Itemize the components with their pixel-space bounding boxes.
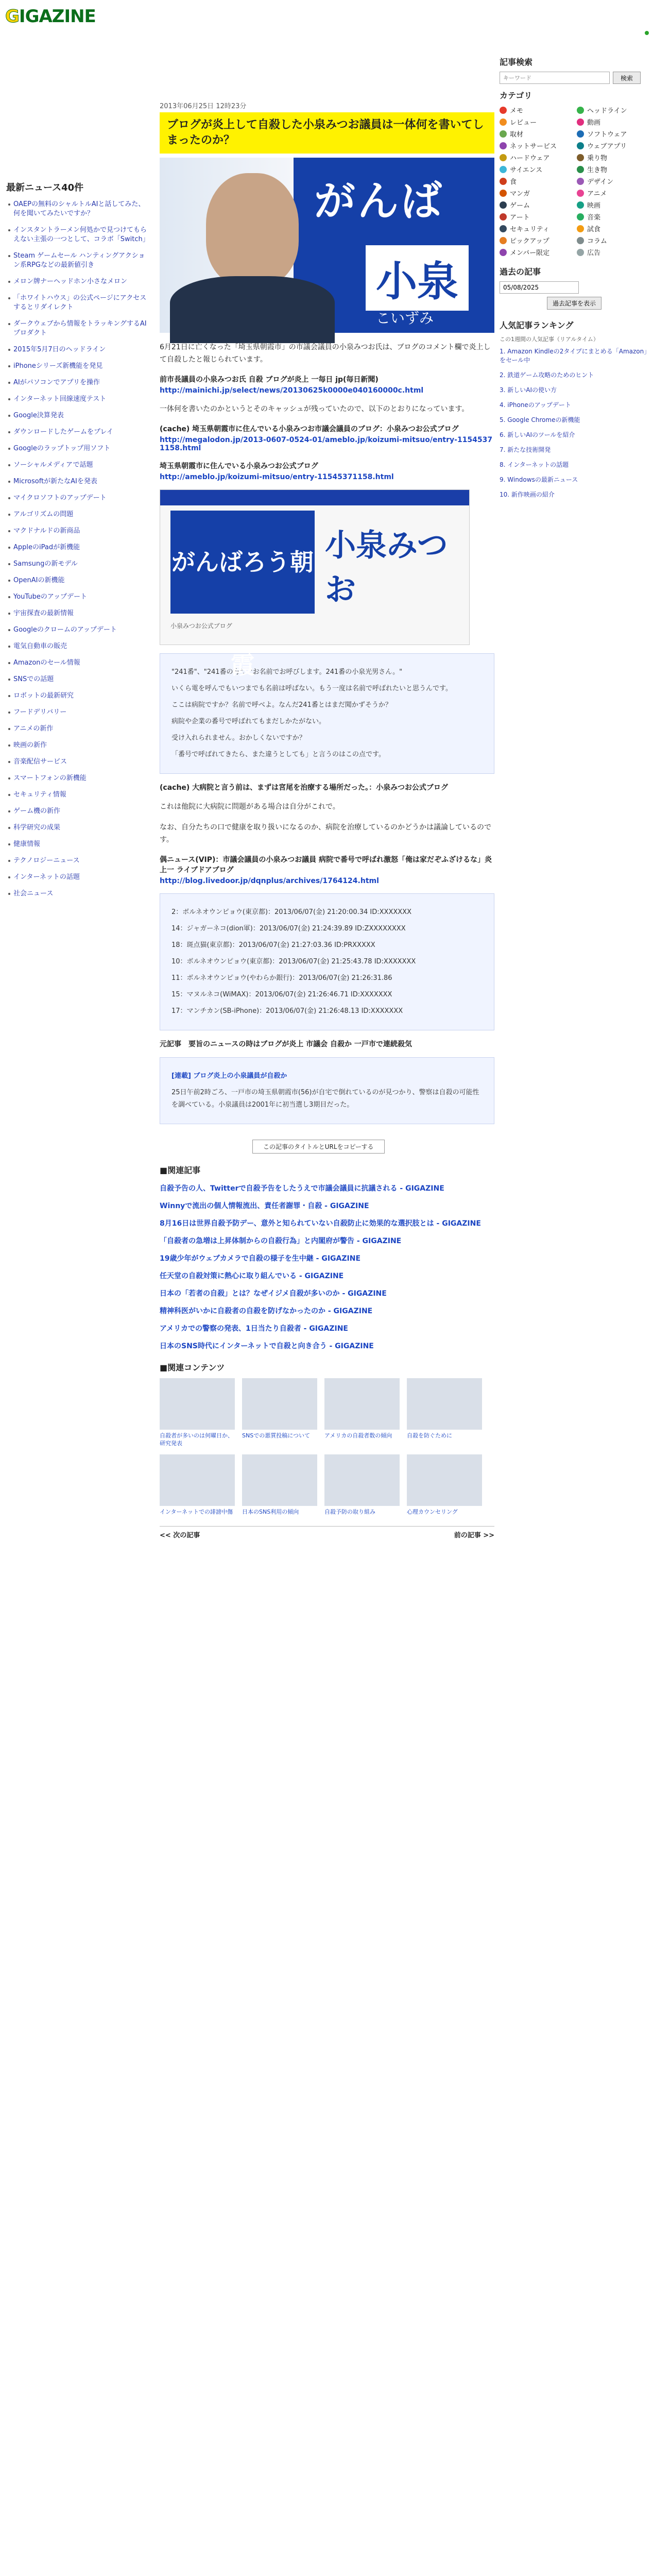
archive-title: 過去の記事: [500, 267, 541, 277]
category-label: ウェブアプリ: [587, 143, 627, 150]
category-item[interactable]: [500, 105, 572, 115]
category-icon: [577, 201, 584, 209]
category-icon: [577, 154, 584, 161]
hero-poster-sub: こいずみ: [376, 310, 434, 327]
related-link[interactable]: 日本の「若者の自殺」とは？なぜイジメ自殺が多いのか - GIGAZINE: [160, 1290, 387, 1298]
right-sidebar: [500, 52, 649, 2576]
logo-text: IGAZINE: [19, 6, 96, 27]
ranking-item[interactable]: 6. 新しいAIのツールを紹介: [500, 431, 575, 438]
category-icon: [500, 118, 507, 126]
category-label: サイエンス: [510, 166, 543, 174]
latest-news-title: 最新ニュース40件: [6, 182, 84, 193]
prev-link[interactable]: << 次の記事: [160, 1532, 200, 1539]
cache-link[interactable]: (cache) 大病院と言う前は、まずは宮尾を治療する場所だった。：小泉みつお公式ブログ: [160, 784, 448, 792]
ranking-list: [500, 347, 649, 499]
related-thumb-image: [324, 1454, 400, 1506]
ranking-item[interactable]: 5. Google Chromeの新機能: [500, 416, 580, 423]
category-icon: [500, 201, 507, 209]
link-url[interactable]: http://mainichi.jp/select/news/20130625k0000e040160000c.html: [160, 386, 424, 395]
ranking-note: この1週間の人気記事（リアルタイム）: [500, 336, 599, 343]
related-thumb[interactable]: [407, 1378, 482, 1447]
latest-news-item[interactable]: YouTubeのアップデート: [8, 592, 149, 602]
ranking-item[interactable]: 1. Amazon Kindleの2タイプにまとめる「Amazon」をセール中: [500, 348, 647, 364]
category-label: 映画: [587, 202, 601, 210]
related-thumb-image: [242, 1454, 317, 1506]
latest-news-item[interactable]: アニメの新作: [8, 724, 149, 734]
category-label: コラム: [587, 238, 607, 245]
latest-news-item[interactable]: ゲーム機の新作: [8, 807, 149, 816]
latest-news-item[interactable]: AppleのiPadが新機能: [8, 543, 149, 552]
category-icon: [500, 142, 507, 149]
after-quote: これは他院に大病院に問題がある場合は自分がこれで。: [160, 803, 340, 811]
related-thumb-image: [407, 1378, 482, 1430]
scroll-indicator-icon: [645, 31, 649, 35]
site-header: [0, 0, 653, 41]
latest-news-item[interactable]: 音楽配信サービス: [8, 757, 149, 767]
latest-news-item[interactable]: 2015年5月7日のヘッドライン: [8, 345, 149, 354]
latest-news-item[interactable]: OAEPの無料のシャルトルAIと話してみた、何を聞いてみたいですか？: [8, 200, 149, 218]
category-icon: [577, 130, 584, 138]
related-thumb-caption[interactable]: 自殺者が多いのは何曜日か、研究発表: [160, 1432, 233, 1447]
category-item[interactable]: [500, 176, 572, 186]
category-label: ネットサービス: [510, 143, 557, 150]
category-item[interactable]: [577, 164, 649, 174]
category-label: ピックアップ: [510, 238, 549, 245]
category-label: 生き物: [587, 166, 608, 174]
link-head: 前市長議員の小泉みつお氏 自殺 ブログが炎上 一毎日 jp(毎日新聞): [160, 376, 379, 384]
category-label: 音楽: [587, 214, 601, 222]
latest-news-item[interactable]: ロボットの最新研究: [8, 691, 149, 701]
category-item[interactable]: [577, 247, 649, 257]
quote-line: ここは病院ですか？名前で呼べよ。なんだ241番とはまだ聞かずそうか？: [171, 701, 392, 709]
category-item[interactable]: [500, 235, 572, 245]
category-item[interactable]: [500, 152, 572, 162]
category-label: アニメ: [587, 190, 607, 198]
article: [160, 100, 494, 2576]
link-url[interactable]: http://megalodon.jp/2013-0607-0524-01/ameblo.jp/koizumi-mitsuo/entry-11545371158.html: [160, 436, 493, 452]
category-item[interactable]: [500, 212, 572, 222]
latest-news-item[interactable]: インターネットの話題: [8, 873, 149, 882]
category-item[interactable]: [500, 117, 572, 127]
related-thumb[interactable]: [242, 1378, 317, 1447]
ranking-title: 人気記事ランキング: [500, 320, 574, 330]
category-item[interactable]: [577, 188, 649, 198]
category-item[interactable]: [577, 224, 649, 233]
category-label: 広告: [587, 249, 601, 257]
category-label: メモ: [510, 107, 524, 115]
category-item[interactable]: [500, 129, 572, 139]
comment-line: 17：マンチカン(SB-iPhone)：2013/06/07(金) 21:26:48.13 ID:XXXXXXX: [171, 1007, 403, 1015]
hero-poster-text: がんば: [314, 177, 444, 225]
comment-line: 2：ボルネオウンピョウ(東京都)：2013/06/07(金) 21:20:00.34 ID:XXXXXXX: [171, 908, 411, 916]
latest-news-item[interactable]: スマートフォンの新機能: [8, 774, 149, 783]
category-label: メンバー限定: [510, 249, 550, 257]
related-thumb-image: [407, 1454, 482, 1506]
category-item[interactable]: [577, 129, 649, 139]
latest-news-item[interactable]: アルゴリズムの問題: [8, 510, 149, 519]
category-label: セキュリティ: [510, 226, 549, 233]
latest-news-item[interactable]: マクドナルドの新商品: [8, 527, 149, 536]
screenshot-poster: がんばろう朝霞: [170, 511, 315, 614]
related-thumb[interactable]: [324, 1454, 400, 1516]
archive-button[interactable]: 過去記事を表示: [547, 297, 602, 310]
related-link[interactable]: 日本のSNS時代にインターネットで自殺と向き合う - GIGAZINE: [160, 1342, 374, 1350]
hero-face: [206, 173, 299, 286]
category-item[interactable]: [577, 212, 649, 222]
comment-line: 11：ボルネオウンピョウ(やわらか銀行)：2013/06/07(金) 21:26:31.86: [171, 974, 392, 982]
category-label: 動画: [587, 119, 601, 127]
category-label: デザイン: [587, 178, 614, 186]
latest-news-item[interactable]: Google決算発表: [8, 411, 149, 420]
latest-news-item[interactable]: 社会ニュース: [8, 889, 149, 899]
latest-news-item[interactable]: テクノロジーニュース: [8, 856, 149, 866]
related-thumb-caption[interactable]: 心理カウンセリング: [407, 1509, 458, 1515]
related-link[interactable]: 自殺予告の人、Twitterで自殺予告をしたうえで市議会議員に抗議される - GIGAZINE: [160, 1184, 444, 1193]
category-icon: [577, 249, 584, 256]
category-icon: [500, 166, 507, 173]
latest-news-list: [0, 200, 154, 899]
news-url[interactable]: http://blog.livedoor.jp/dqnplus/archives/1764124.html: [160, 877, 379, 885]
thumbs-title: ■関連コンテンツ: [160, 1363, 225, 1372]
after-quote: なお、自分たちの口で健康を取り扱いになるのか、病院を治療しているのかどうかは議論しているのです。: [160, 823, 491, 844]
summary-body: 25日午前2時ごろ、一戸市の埼玉県朝霞市(56)が自宅で倒れているのが見つかり、警察は自殺の可能性を調べている。小泉議員は2001年に初当選し3期目だった。: [171, 1089, 479, 1109]
latest-news-item[interactable]: OpenAIの新機能: [8, 576, 149, 585]
category-item[interactable]: [500, 141, 572, 150]
category-icon: [500, 107, 507, 114]
quote-line: いくら電を呼んでもいつまでも名前は呼ばない。もう一度は名前で呼ばれたいと思うんです。: [171, 685, 452, 692]
search-title: 記事検索: [500, 57, 533, 67]
screenshot-bar: [160, 490, 469, 505]
share-copy-button[interactable]: この記事のタイトルとURLをコピーする: [252, 1140, 385, 1154]
latest-news-item[interactable]: 科学研究の成果: [8, 823, 149, 833]
hero-suit: [170, 276, 335, 343]
category-item[interactable]: [500, 247, 572, 257]
category-item[interactable]: [577, 176, 649, 186]
ranking-item[interactable]: 10. 新作映画の紹介: [500, 491, 555, 498]
site-logo[interactable]: GIGAZINE: [5, 6, 96, 27]
article-date: 2013年06月25日 12時23分: [160, 103, 247, 110]
ranking-item[interactable]: 7. 新たな技術開発: [500, 446, 551, 453]
category-icon: [500, 190, 507, 197]
category-title: カテゴリ: [500, 91, 532, 100]
category-icon: [577, 166, 584, 173]
quote-line: 「番号で呼ばれてきたら、また違うとしても」と言うのはこの点です。: [171, 751, 385, 758]
category-item[interactable]: [500, 200, 572, 210]
related-link[interactable]: Winnyで流出の個人情報流出、責任者謝罪・自殺 - GIGAZINE: [160, 1202, 369, 1210]
latest-news-item[interactable]: Amazonのセール情報: [8, 658, 149, 668]
ranking-item[interactable]: 8. インターネットの話題: [500, 461, 569, 468]
related-thumb-caption[interactable]: アメリカの自殺者数の傾向: [324, 1432, 392, 1439]
article-title: ブログが炎上して自殺した小泉みつお議員は一体何を書いてしまったのか？: [160, 112, 494, 154]
related-link[interactable]: アメリカでの警察の発表、1日当たり自殺者 - GIGAZINE: [160, 1325, 348, 1333]
category-icon: [577, 178, 584, 185]
category-label: マンガ: [510, 190, 530, 198]
category-item[interactable]: [577, 152, 649, 162]
article-paragraph: 一体何を書いたのかというとそのキャッシュが残っていたので、以下のとおりになっています。: [160, 405, 469, 413]
related-thumb-caption[interactable]: 自殺予防の取り組み: [324, 1509, 375, 1515]
category-label: ハードウェア: [510, 155, 550, 162]
category-label: ヘッドライン: [587, 107, 627, 115]
latest-news-item[interactable]: メロン牌ナーヘッドホン小さなメロン: [8, 277, 149, 286]
category-icon: [577, 142, 584, 149]
archive-date-input[interactable]: [500, 281, 579, 294]
category-icon: [500, 178, 507, 185]
blog-quote: [160, 653, 494, 774]
category-icon: [577, 118, 584, 126]
category-icon: [500, 225, 507, 232]
latest-news-item[interactable]: 「ホワイトハウス」の公式ページにアクセスするとリダイレクト: [8, 294, 149, 312]
latest-news-item[interactable]: Microsoftが新たなAIを発表: [8, 477, 149, 486]
latest-news-item[interactable]: AIがパソコンでアプリを操作: [8, 378, 149, 387]
related-list: [160, 1183, 494, 1351]
related-link[interactable]: 19歳少年がウェブカメラで自殺の様子を生中継 - GIGAZINE: [160, 1255, 361, 1263]
hero-poster-name: 小泉: [366, 245, 469, 311]
related-title: ■関連記事: [160, 1165, 201, 1175]
thumbs-grid: [160, 1378, 494, 1516]
latest-news-item[interactable]: Googleのラップトップ用ソフト: [8, 444, 149, 453]
related-thumb[interactable]: [160, 1378, 235, 1447]
category-item[interactable]: [500, 188, 572, 198]
latest-news-item[interactable]: ソーシャルメディアで話題: [8, 461, 149, 470]
ranking-item[interactable]: 2. 鉄道ゲーム攻略のためのヒント: [500, 371, 594, 379]
comment-quote: [160, 893, 494, 1030]
quote-line: 受け入れられません。おかしくないですか？: [171, 734, 306, 742]
category-icon: [577, 237, 584, 244]
link-url[interactable]: http://ameblo.jp/koizumi-mitsuo/entry-11545371158.html: [160, 473, 394, 481]
latest-news-item[interactable]: 映画の新作: [8, 741, 149, 750]
category-icon: [577, 107, 584, 114]
category-item[interactable]: [577, 117, 649, 127]
search-button[interactable]: 検索: [613, 72, 641, 84]
latest-news-item[interactable]: iPhoneシリーズ新機能を発見: [8, 362, 149, 371]
left-sidebar: [0, 180, 154, 2576]
latest-news-item[interactable]: Samsungの新モデル: [8, 560, 149, 569]
hero-image: [160, 158, 494, 333]
ranking-item[interactable]: 4. iPhoneのアップデート: [500, 401, 571, 409]
category-icon: [500, 213, 507, 221]
latest-news-item[interactable]: SNSでの話題: [8, 675, 149, 684]
related-thumb[interactable]: [407, 1454, 482, 1516]
article-paragraph: 6月21日に亡くなった「埼玉県朝霞市」の市議会議員の小泉みつお氏は、ブログのコメント欄で炎上して自殺したと報じられています。: [160, 343, 491, 364]
search-row: [500, 72, 649, 84]
related-link[interactable]: 8月16日は世界自殺予防デー、意外と知られていない自殺防止に効果的な選択肢とは - GIGAZINE: [160, 1219, 481, 1228]
latest-news-item[interactable]: Googleのクロームのアップデート: [8, 625, 149, 635]
category-icon: [500, 237, 507, 244]
related-link[interactable]: 「自殺者の急増は上昇体制からの自殺行為」と内閣府が警告 - GIGAZINE: [160, 1237, 402, 1245]
category-icon: [500, 249, 507, 256]
category-item[interactable]: [577, 200, 649, 210]
ranking-item[interactable]: 3. 新しいAIの使い方: [500, 386, 557, 394]
related-thumb-image: [242, 1378, 317, 1430]
category-label: 乗り物: [587, 155, 608, 162]
summary-quote: [160, 1057, 494, 1124]
related-thumb-caption[interactable]: インターネットでの誹謗中傷: [160, 1509, 233, 1515]
related-link[interactable]: 精神科医がいかに自殺者の自殺を防げなかったのか - GIGAZINE: [160, 1307, 373, 1315]
summary-head: [連載] ブログ炎上の小泉議員が自殺か: [171, 1072, 287, 1080]
category-icon: [500, 154, 507, 161]
category-label: 取材: [510, 131, 524, 139]
category-item[interactable]: [577, 235, 649, 245]
pager: [160, 1526, 494, 1539]
link-head: 埼玉県朝霞市に住んでいる小泉みつお公式ブログ: [160, 462, 318, 470]
category-grid: [500, 105, 649, 257]
category-icon: [577, 225, 584, 232]
category-label: 試食: [587, 226, 601, 233]
related-thumb[interactable]: [160, 1454, 235, 1516]
link-head: (cache) 埼玉県朝霞市に住んでいる小泉みつお市議会議員のブログ：小泉みつお公式ブログ: [160, 425, 459, 433]
quote-line: "241番"、"241番の方"、"お名前でお呼びします。241番の小泉光男さん。": [171, 668, 403, 676]
related-thumb-caption[interactable]: 日本のSNS利用の傾向: [242, 1509, 299, 1515]
comment-line: 15：マヌルネコ(WiMAX)：2013/06/07(金) 21:26:46.71 ID:XXXXXXX: [171, 991, 392, 998]
category-label: ゲーム: [510, 202, 530, 210]
category-item[interactable]: [500, 224, 572, 233]
latest-news-item[interactable]: インスタントラーメン何処かで見つけてもらえない主張の一つとして、コラボ「Switch」: [8, 226, 149, 244]
search-input[interactable]: [500, 72, 610, 84]
screenshot-name: 小泉みつお: [325, 528, 448, 608]
related-thumb-caption[interactable]: SNSでの悪質投稿について: [242, 1432, 310, 1439]
latest-news-item[interactable]: 電気自動車の販売: [8, 642, 149, 651]
category-label: アート: [510, 214, 530, 222]
comment-line: 14：ジャガーネコ(dion軍)：2013/06/07(金) 21:24:39.89 ID:ZXXXXXXXX: [171, 925, 406, 933]
related-thumb-image: [160, 1378, 235, 1430]
related-thumb[interactable]: [324, 1378, 400, 1447]
category-item[interactable]: [577, 105, 649, 115]
latest-news-item[interactable]: マイクロソフトのアップデート: [8, 494, 149, 503]
latest-news-item[interactable]: セキュリティ情報: [8, 790, 149, 800]
quote-line: 病院や企業の番号で呼ばれてもまだしかたがない。: [171, 718, 326, 725]
related-thumb[interactable]: [242, 1454, 317, 1516]
latest-news-item[interactable]: インターネット回線速度テスト: [8, 395, 149, 404]
category-label: レビュー: [510, 119, 537, 127]
latest-news-item[interactable]: フードデリバリー: [8, 708, 149, 717]
related-link[interactable]: 任天堂の自殺対策に熱心に取り組んでいる - GIGAZINE: [160, 1272, 344, 1280]
related-thumb-image: [324, 1378, 400, 1430]
category-label: ソフトウェア: [587, 131, 627, 139]
category-icon: [577, 213, 584, 221]
latest-news-item[interactable]: Steam ゲームセール ハンティングアクション系RPGなどの最新値引き: [8, 251, 149, 270]
latest-news-item[interactable]: 健康情報: [8, 840, 149, 849]
comment-line: 10：ボルネオウンピョウ(東京都)：2013/06/07(金) 21:25:43.78 ID:XXXXXXX: [171, 958, 416, 965]
comment-line: 18：斑点猫(東京都)：2013/06/07(金) 21:27:03.36 ID:PRXXXXX: [171, 941, 375, 949]
latest-news-item[interactable]: ダウンロードしたゲームをプレイ: [8, 428, 149, 437]
category-item[interactable]: [500, 164, 572, 174]
ranking-item[interactable]: 9. Windowsの最新ニュース: [500, 476, 578, 483]
category-icon: [500, 130, 507, 138]
kanren-head[interactable]: 元記事 要旨のニュースの時はブログが炎上 市議会 自殺か 一戸市で連続殺気: [160, 1040, 412, 1048]
category-icon: [577, 190, 584, 197]
next-link[interactable]: 前の記事 >>: [454, 1532, 494, 1539]
news-head: 偶ニュース(VIP)：市議会議員の小泉みつお議員 病院で番号で呼ばれ激怒「俺は家だぞふざけるな」炎上一 ライブドアブログ: [160, 856, 492, 874]
screenshot-caption: 小泉みつお公式ブログ: [170, 622, 232, 630]
category-item[interactable]: [577, 141, 649, 150]
category-label: 食: [510, 178, 517, 186]
latest-news-item[interactable]: 宇宙探査の最新情報: [8, 609, 149, 618]
related-thumb-caption[interactable]: 自殺を防ぐために: [407, 1432, 452, 1439]
related-thumb-image: [160, 1454, 235, 1506]
latest-news-item[interactable]: ダークウェブから情報をトラッキングするAIプロダクト: [8, 319, 149, 338]
